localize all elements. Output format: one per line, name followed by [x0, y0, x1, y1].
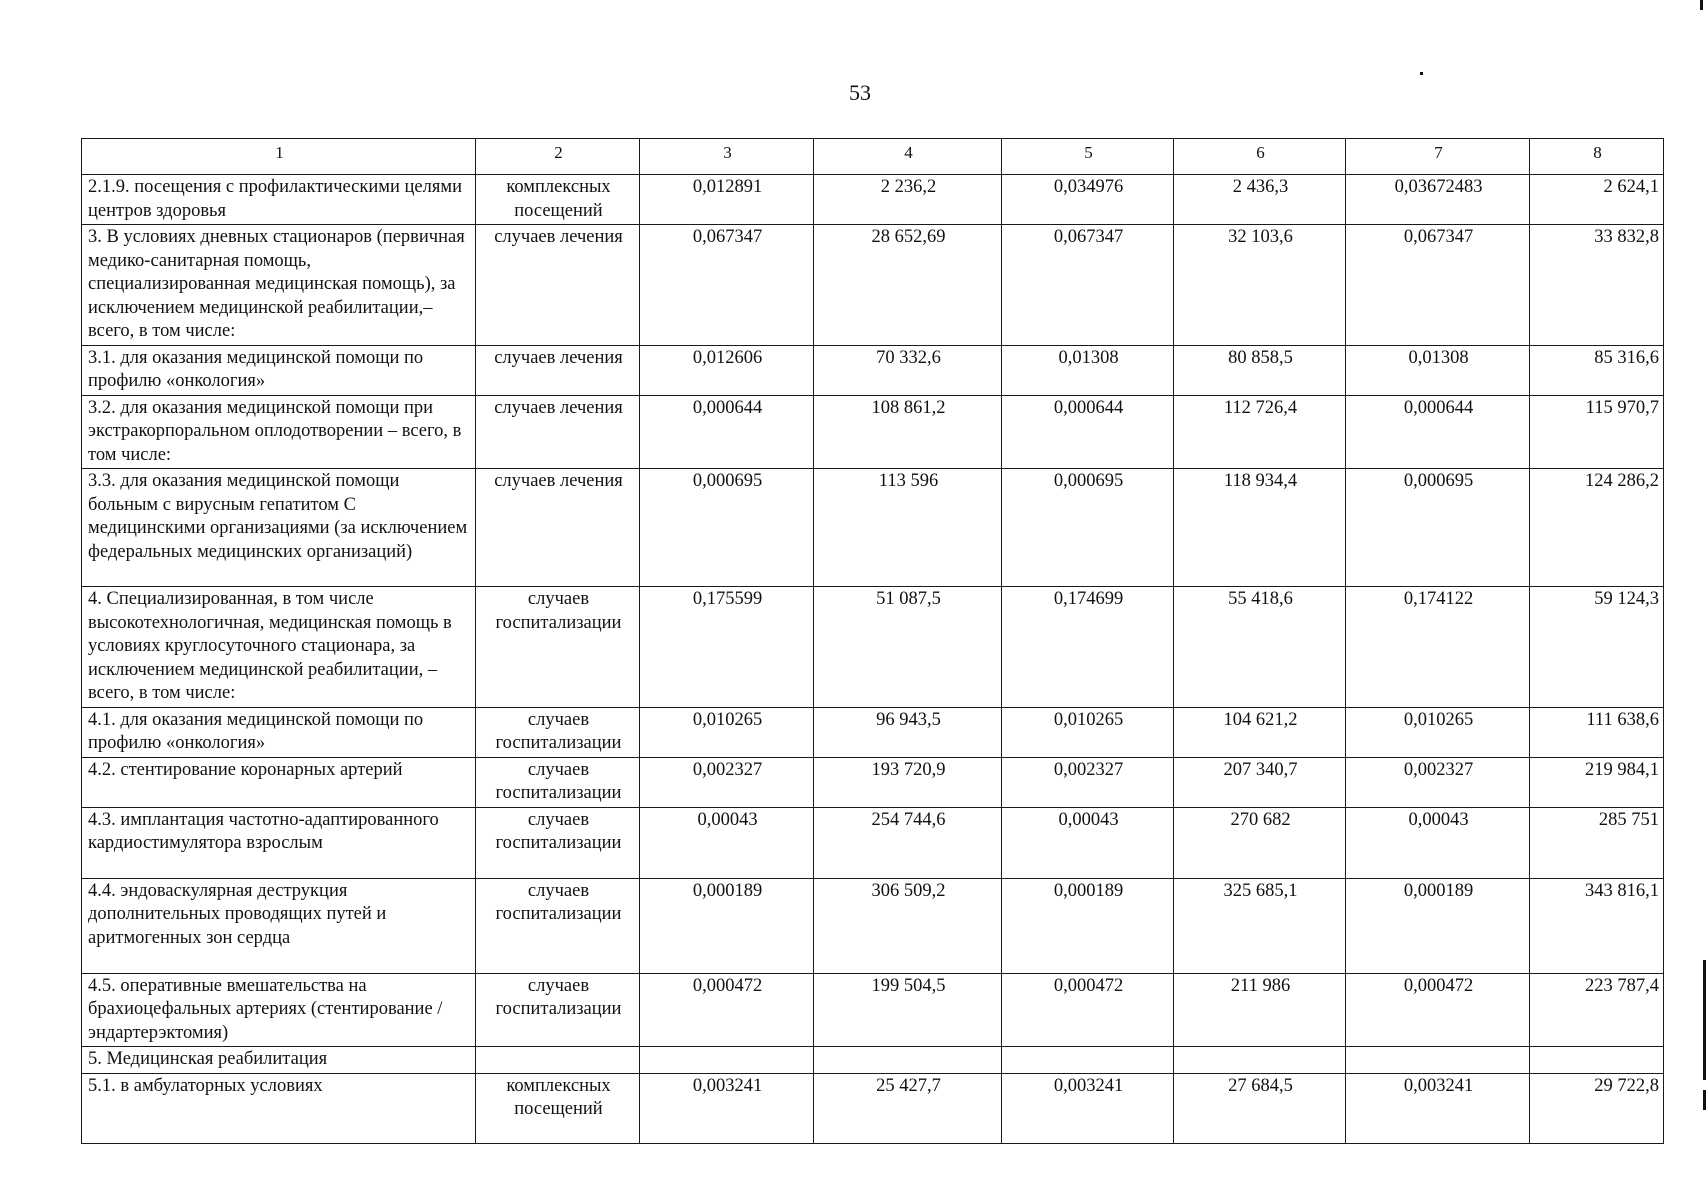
row-name: 3.3. для оказания медицинской помощи больным с вирусным гепатитом С медицинскими организациями (за исключением федеральных медицинских организаций): [82, 469, 476, 587]
row-value: 2 236,2: [814, 175, 1002, 225]
row-value: 0,000644: [1346, 395, 1530, 469]
row-unit: случаев лечения: [476, 225, 640, 346]
row-value: 124 286,2: [1530, 469, 1664, 587]
table-row: [82, 1073, 1664, 1143]
row-value: 55 418,6: [1174, 587, 1346, 708]
row-value: 193 720,9: [814, 757, 1002, 807]
scan-artifact: [1703, 960, 1706, 1080]
row-value: 0,000189: [1002, 878, 1174, 973]
row-unit: случаев госпитализации: [476, 807, 640, 878]
row-name: 4.5. оперативные вмешательства на брахиоцефальных артериях (стентирование / эндартерэктомия): [82, 973, 476, 1047]
row-value: 343 816,1: [1530, 878, 1664, 973]
row-value: [1346, 1047, 1530, 1074]
row-value: 0,01308: [1002, 345, 1174, 395]
row-value: 0,00043: [640, 807, 814, 878]
row-value: 85 316,6: [1530, 345, 1664, 395]
row-value: 115 970,7: [1530, 395, 1664, 469]
row-unit: комплексных посещений: [476, 1073, 640, 1143]
row-unit: случаев госпитализации: [476, 757, 640, 807]
table-row: [82, 175, 1664, 225]
row-value: 104 621,2: [1174, 707, 1346, 757]
row-name: 4.4. эндоваскулярная деструкция дополнительных проводящих путей и аритмогенных зон сердца: [82, 878, 476, 973]
row-unit: случаев лечения: [476, 345, 640, 395]
row-value: [1002, 1047, 1174, 1074]
row-value: 0,174122: [1346, 587, 1530, 708]
row-unit: случаев лечения: [476, 469, 640, 587]
row-name: 4.3. имплантация частотно-адаптированного кардиостимулятора взрослым: [82, 807, 476, 878]
row-value: 0,010265: [1002, 707, 1174, 757]
table-row: [82, 707, 1664, 757]
row-name: 3. В условиях дневных стационаров (первичная медико-санитарная помощь, специализированная медицинская помощь), за исключением медицинской реабилитации,– всего, в том числе:: [82, 225, 476, 346]
scan-artifact: [1700, 0, 1703, 10]
table-row: [82, 345, 1664, 395]
row-value: 108 861,2: [814, 395, 1002, 469]
row-value: 70 332,6: [814, 345, 1002, 395]
row-unit: случаев госпитализации: [476, 878, 640, 973]
column-header: 5: [1002, 139, 1174, 175]
row-name: 5. Медицинская реабилитация: [82, 1047, 476, 1074]
column-header: 6: [1174, 139, 1346, 175]
row-value: 0,03672483: [1346, 175, 1530, 225]
row-value: 111 638,6: [1530, 707, 1664, 757]
page-number: 53: [849, 80, 871, 105]
row-value: 0,000472: [1002, 973, 1174, 1047]
row-value: 0,000472: [640, 973, 814, 1047]
row-value: 0,067347: [640, 225, 814, 346]
row-value: 2 436,3: [1174, 175, 1346, 225]
table-row: [82, 225, 1664, 346]
row-name: 4. Специализированная, в том числе высокотехнологичная, медицинская помощь в условиях круглосуточного стационара, за исключением медицинской реабилитации, – всего, в том числе:: [82, 587, 476, 708]
row-unit: случаев госпитализации: [476, 587, 640, 708]
row-value: 0,002327: [640, 757, 814, 807]
table-row: [82, 807, 1664, 878]
row-unit: комплексных посещений: [476, 175, 640, 225]
row-value: 80 858,5: [1174, 345, 1346, 395]
table-row: [82, 757, 1664, 807]
row-value: 33 832,8: [1530, 225, 1664, 346]
row-value: 285 751: [1530, 807, 1664, 878]
table-row: [82, 395, 1664, 469]
table-row: [82, 973, 1664, 1047]
row-unit: [476, 1047, 640, 1074]
row-value: 0,012606: [640, 345, 814, 395]
row-name: 4.1. для оказания медицинской помощи по профилю «онкология»: [82, 707, 476, 757]
row-value: 0,067347: [1346, 225, 1530, 346]
row-value: 0,00043: [1002, 807, 1174, 878]
row-value: 0,010265: [640, 707, 814, 757]
table-header: [82, 139, 1664, 175]
row-value: 0,034976: [1002, 175, 1174, 225]
row-value: 306 509,2: [814, 878, 1002, 973]
row-value: 0,002327: [1002, 757, 1174, 807]
row-name: 3.2. для оказания медицинской помощи при экстракорпоральном оплодотворении – всего, в том числе:: [82, 395, 476, 469]
row-value: 0,174699: [1002, 587, 1174, 708]
column-header: 3: [640, 139, 814, 175]
row-name: 5.1. в амбулаторных условиях: [82, 1073, 476, 1143]
scan-artifact: [1420, 72, 1423, 75]
header-row: [82, 139, 1664, 175]
row-value: [1530, 1047, 1664, 1074]
column-header: 7: [1346, 139, 1530, 175]
row-value: [640, 1047, 814, 1074]
row-value: 118 934,4: [1174, 469, 1346, 587]
column-header: 1: [82, 139, 476, 175]
data-table: [81, 138, 1664, 1144]
row-value: 0,01308: [1346, 345, 1530, 395]
row-value: 0,000472: [1346, 973, 1530, 1047]
row-value: 0,00043: [1346, 807, 1530, 878]
row-value: 29 722,8: [1530, 1073, 1664, 1143]
row-value: 254 744,6: [814, 807, 1002, 878]
row-unit: случаев лечения: [476, 395, 640, 469]
table-row: [82, 587, 1664, 708]
row-value: 0,012891: [640, 175, 814, 225]
table-row: [82, 469, 1664, 587]
row-value: 0,000189: [1346, 878, 1530, 973]
row-value: 0,000695: [1002, 469, 1174, 587]
row-value: 28 652,69: [814, 225, 1002, 346]
row-value: 0,002327: [1346, 757, 1530, 807]
row-value: 0,000644: [1002, 395, 1174, 469]
row-value: 96 943,5: [814, 707, 1002, 757]
row-value: 51 087,5: [814, 587, 1002, 708]
row-value: [814, 1047, 1002, 1074]
row-name: 3.1. для оказания медицинской помощи по профилю «онкология»: [82, 345, 476, 395]
row-value: [1174, 1047, 1346, 1074]
row-value: 199 504,5: [814, 973, 1002, 1047]
column-header: 8: [1530, 139, 1664, 175]
row-value: 0,000189: [640, 878, 814, 973]
scan-artifact: [1703, 1090, 1706, 1110]
row-value: 0,000644: [640, 395, 814, 469]
table-body: [82, 175, 1664, 1144]
row-value: 211 986: [1174, 973, 1346, 1047]
row-value: 223 787,4: [1530, 973, 1664, 1047]
row-value: 0,003241: [1002, 1073, 1174, 1143]
row-value: 207 340,7: [1174, 757, 1346, 807]
row-value: 270 682: [1174, 807, 1346, 878]
row-unit: случаев госпитализации: [476, 707, 640, 757]
row-value: 0,000695: [1346, 469, 1530, 587]
row-value: 59 124,3: [1530, 587, 1664, 708]
row-value: 0,067347: [1002, 225, 1174, 346]
row-value: 0,175599: [640, 587, 814, 708]
row-name: 2.1.9. посещения с профилактическими целями центров здоровья: [82, 175, 476, 225]
table-row: [82, 1047, 1664, 1074]
row-value: 112 726,4: [1174, 395, 1346, 469]
column-header: 4: [814, 139, 1002, 175]
row-value: 113 596: [814, 469, 1002, 587]
row-value: 0,000695: [640, 469, 814, 587]
row-value: 0,003241: [1346, 1073, 1530, 1143]
row-value: 27 684,5: [1174, 1073, 1346, 1143]
row-value: 0,010265: [1346, 707, 1530, 757]
row-value: 0,003241: [640, 1073, 814, 1143]
row-name: 4.2. стентирование коронарных артерий: [82, 757, 476, 807]
table-row: [82, 878, 1664, 973]
row-value: 2 624,1: [1530, 175, 1664, 225]
row-value: 32 103,6: [1174, 225, 1346, 346]
row-unit: случаев госпитализации: [476, 973, 640, 1047]
row-value: 25 427,7: [814, 1073, 1002, 1143]
row-value: 325 685,1: [1174, 878, 1346, 973]
row-value: 219 984,1: [1530, 757, 1664, 807]
column-header: 2: [476, 139, 640, 175]
